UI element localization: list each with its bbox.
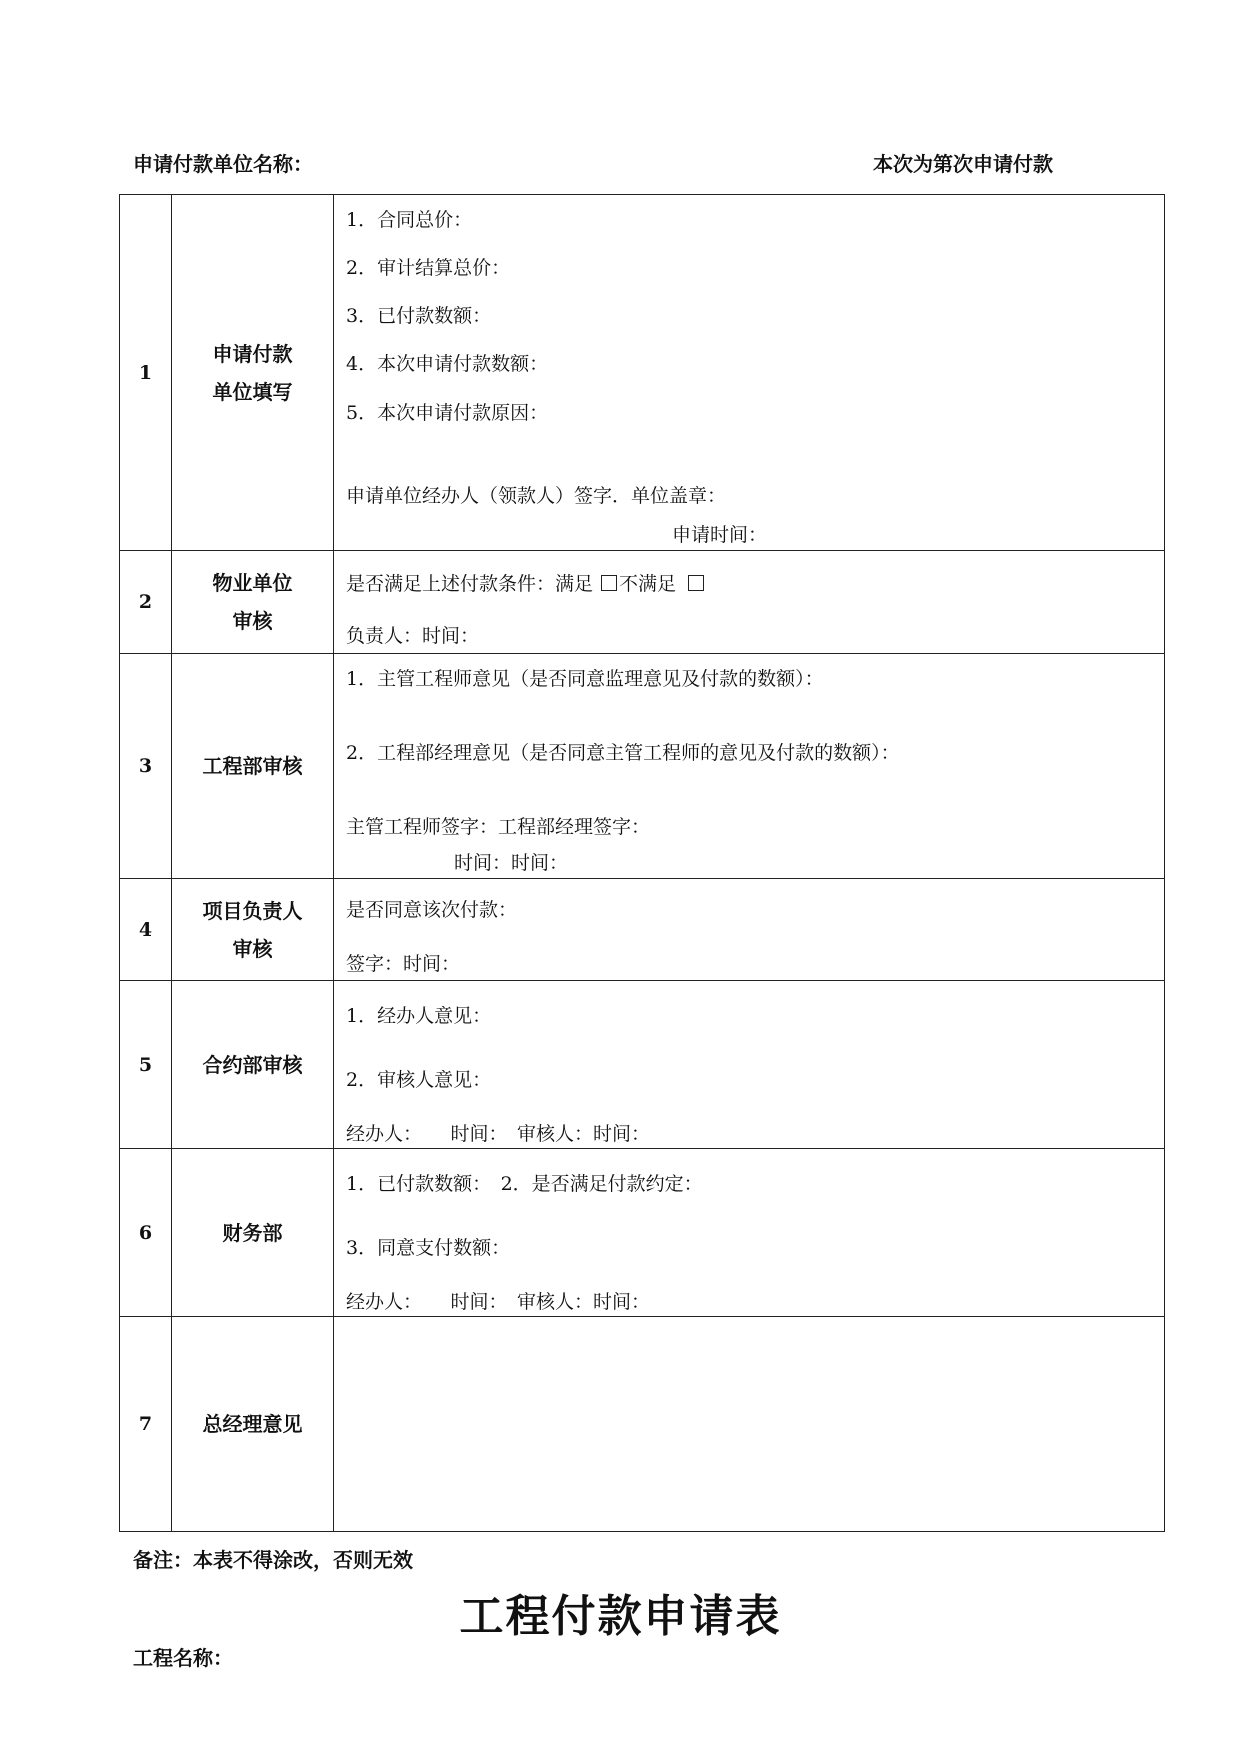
contract-dept-review-area[interactable] bbox=[334, 981, 1165, 1149]
table-row bbox=[120, 195, 1165, 551]
table-row bbox=[120, 551, 1165, 654]
condition-check-line bbox=[346, 569, 706, 596]
responsible-person-line: 负责人：时间： bbox=[346, 625, 480, 647]
row-label bbox=[172, 1149, 334, 1317]
row-label-line: 物业单位 bbox=[212, 571, 293, 595]
engineering-time-line: 时间：时间： bbox=[454, 852, 569, 874]
table-row bbox=[120, 1149, 1165, 1317]
audit-total-line: 2．审计结算总价： bbox=[346, 257, 511, 279]
row-label-line: 总经理意见 bbox=[202, 1412, 303, 1436]
request-reason-line: 5．本次申请付款原因： bbox=[346, 402, 549, 424]
applicant-unit-label: 申请付款单位名称： bbox=[133, 152, 313, 176]
leader-signature-line: 签字：时间： bbox=[346, 953, 461, 975]
row-label-line: 申请付款 bbox=[212, 341, 293, 366]
project-name-label: 工程名称： bbox=[133, 1646, 233, 1670]
finance-signature-line: 经办人： 时间： 审核人：时间： bbox=[346, 1291, 651, 1313]
table-row bbox=[120, 1317, 1165, 1532]
agree-payment-line: 是否同意该次付款： bbox=[346, 899, 518, 921]
document-title: 工程付款申请表 bbox=[459, 1591, 782, 1642]
paid-amount-line: 3．已付款数额： bbox=[346, 305, 492, 327]
application-count: 本次为第次申请付款 bbox=[873, 152, 1053, 176]
applicant-signature-line: 申请单位经办人（领款人）签字．单位盖章： bbox=[346, 485, 727, 507]
project-leader-review-area[interactable] bbox=[334, 879, 1165, 981]
row-label bbox=[172, 551, 334, 654]
not-satisfied-label: 不满足 bbox=[619, 573, 677, 595]
reviewer-opinion-line: 2．审核人意见： bbox=[346, 1069, 492, 1091]
applicant-fill-area[interactable] bbox=[334, 195, 1165, 551]
row-label bbox=[172, 879, 334, 981]
row-label-line: 审核 bbox=[232, 609, 273, 633]
remark-note: 备注：本表不得涂改，否则无效 bbox=[133, 1548, 413, 1572]
application-time-line: 申请时间： bbox=[672, 524, 768, 546]
row-number: 2 bbox=[120, 551, 172, 654]
finance-paid-line: 1．已付款数额： 2．是否满足付款约定： bbox=[346, 1173, 703, 1195]
row-label-line: 审核 bbox=[232, 936, 273, 961]
row-label-line: 工程部审核 bbox=[202, 754, 303, 778]
contract-signature-line: 经办人： 时间： 审核人：时间： bbox=[346, 1123, 651, 1145]
finance-review-area[interactable] bbox=[334, 1149, 1165, 1317]
property-review-area bbox=[334, 551, 1165, 654]
general-manager-opinion-area[interactable] bbox=[334, 1317, 1165, 1532]
payment-form-table bbox=[119, 194, 1165, 1532]
row-label-line: 合约部审核 bbox=[202, 1052, 303, 1077]
request-amount-line: 4．本次申请付款数额： bbox=[346, 353, 549, 375]
table-row bbox=[120, 879, 1165, 981]
row-label bbox=[172, 1317, 334, 1532]
row-number: 1 bbox=[120, 195, 172, 551]
table-row bbox=[120, 654, 1165, 879]
row-label-line: 财务部 bbox=[222, 1220, 283, 1245]
condition-prefix: 是否满足上述付款条件：满足 bbox=[346, 573, 594, 595]
row-label bbox=[172, 654, 334, 879]
handler-opinion-line: 1．经办人意见： bbox=[346, 1005, 492, 1027]
engineering-review-area[interactable] bbox=[334, 654, 1165, 879]
not-satisfied-checkbox[interactable] bbox=[688, 575, 704, 591]
table-row bbox=[120, 981, 1165, 1149]
approved-amount-line: 3．同意支付数额： bbox=[346, 1237, 511, 1259]
row-number: 3 bbox=[120, 654, 172, 879]
engineering-manager-opinion-line: 2．工程部经理意见（是否同意主管工程师的意见及付款的数额）： bbox=[346, 742, 900, 764]
row-label-line: 单位填写 bbox=[212, 379, 293, 404]
row-number: 4 bbox=[120, 879, 172, 981]
engineering-signature-line: 主管工程师签字：工程部经理签字： bbox=[346, 816, 651, 838]
row-number: 6 bbox=[120, 1149, 172, 1317]
row-label bbox=[172, 981, 334, 1149]
row-number: 5 bbox=[120, 981, 172, 1149]
satisfied-checkbox[interactable] bbox=[601, 575, 617, 591]
contract-total-line: 1．合同总价： bbox=[346, 209, 473, 231]
row-number: 7 bbox=[120, 1317, 172, 1532]
row-label bbox=[172, 195, 334, 551]
row-label-line: 项目负责人 bbox=[202, 898, 303, 923]
chief-engineer-opinion-line: 1．主管工程师意见（是否同意监理意见及付款的数额）： bbox=[346, 668, 824, 690]
